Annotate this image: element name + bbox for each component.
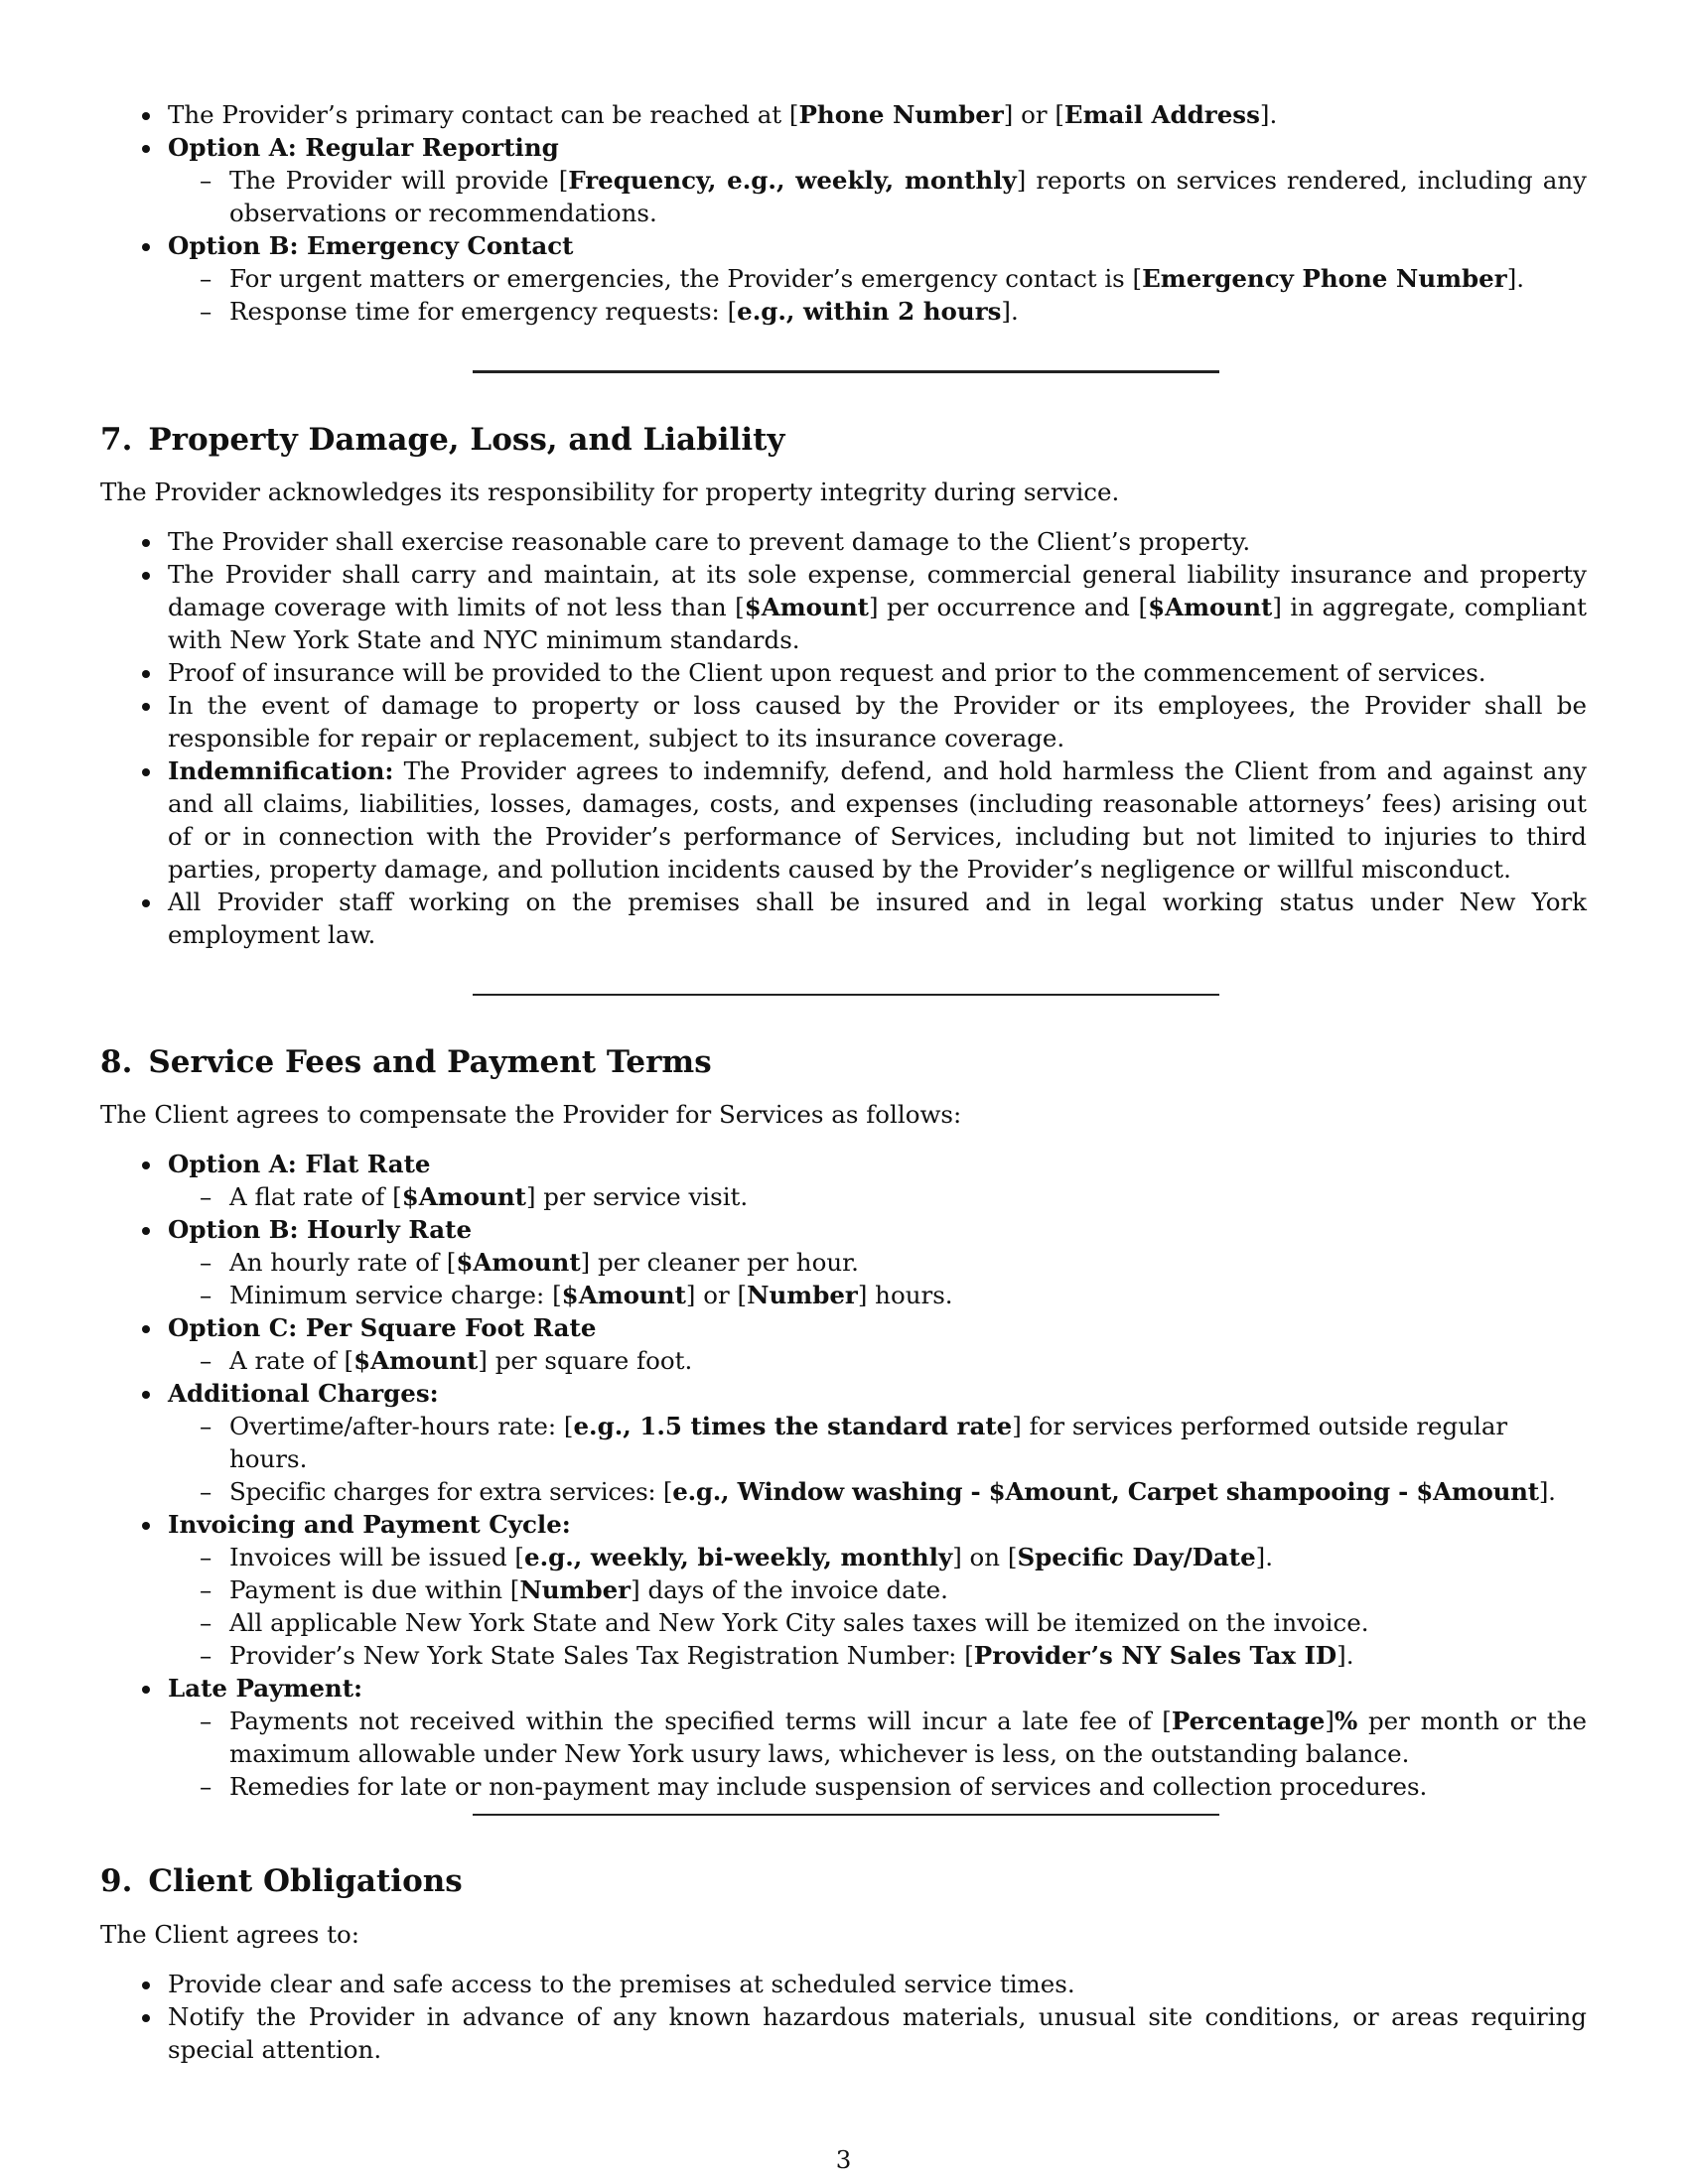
- dash-icon: –: [200, 166, 212, 195]
- section-intro: The Provider acknowledges its responsibility for property integrity during service.: [100, 478, 1120, 506]
- dash-icon: –: [200, 1281, 212, 1309]
- sub-list-item: – A flat rate of [$Amount] per service visit.: [200, 1182, 749, 1211]
- section-intro: The Client agrees to:: [100, 1920, 359, 1949]
- bullet-icon: [142, 1391, 150, 1399]
- bullet-icon: [142, 112, 150, 120]
- dash-icon: –: [200, 1412, 212, 1440]
- sub-list: [168, 1410, 1587, 1508]
- list-item: Provide clear and safe access to the premises at scheduled service times.: [100, 1968, 1587, 2000]
- contact-list: [100, 98, 1587, 328]
- sub-list: [168, 1541, 1587, 1672]
- list-item: Indemnification: The Provider agrees to indemnify, defend, and hold harmless the Client from and against any and all claims, liabilities, losses, damages, costs, and expenses (including reasonable attorneys’ fees) arising out of or in connection with the Provider’s performance of Services, including but not limited to injuries to third parties, property damage, and pollution incidents caused by the Provider’s negligence or willful misconduct.: [100, 754, 1587, 886]
- dash-icon: –: [200, 1772, 212, 1801]
- list-item: [100, 229, 1587, 328]
- list-item: Option A: Flat Rate – A flat rate of [$Amount] per service visit.: [100, 1148, 1587, 1213]
- section-heading: 7. Property Damage, Loss, and Liability: [100, 422, 785, 458]
- section9-body: [100, 1968, 1587, 2066]
- sub-list: [168, 1180, 1587, 1213]
- dash-icon: –: [200, 1706, 212, 1735]
- divider: [473, 1814, 1219, 1816]
- sub-list-item: – Specific charges for extra services: [e.g., Window washing - $Amount, Carpet shampooing - $Amount].: [200, 1477, 1556, 1506]
- bullet-icon: [142, 1325, 150, 1333]
- list-item: Option B: Hourly Rate – An hourly rate of [$Amount] per cleaner per hour. – Minimum service charge: [$Amount] or [Number] hours.: [100, 1213, 1587, 1311]
- bullet-icon: [142, 703, 150, 711]
- dash-icon: –: [200, 264, 212, 293]
- divider: [473, 370, 1219, 373]
- document-page: [100, 0, 1587, 2184]
- bullet-icon: [142, 1227, 150, 1235]
- list-item: Proof of insurance will be provided to the Client upon request and prior to the commencement of services.: [100, 656, 1587, 689]
- section7-body: [100, 525, 1587, 951]
- sub-list-item: – Minimum service charge: [$Amount] or [Number] hours.: [200, 1281, 953, 1309]
- list-item: The Provider shall exercise reasonable care to prevent damage to the Client’s property.: [100, 525, 1587, 558]
- dash-icon: –: [200, 1575, 212, 1604]
- bullet-icon: [142, 768, 150, 776]
- list-item: Late Payment: – Payments not received within the specified terms will incur a late fee of [Percentage]% per month or the maximum allowable under New York usury laws, whichever is less, on the outstanding balance. – Remedies for late or non-payment may include suspension of services and collection procedures.: [100, 1672, 1587, 1803]
- section-heading: 9. Client Obligations: [100, 1863, 463, 1899]
- bullet-icon: [142, 243, 150, 251]
- dash-icon: –: [200, 1608, 212, 1637]
- list-item: All Provider staff working on the premises shall be insured and in legal working status under New York employment law.: [100, 886, 1587, 951]
- list-item: The Provider’s primary contact can be reached at [Phone Number] or [Email Address].: [100, 98, 1587, 131]
- list-item: The Provider shall carry and maintain, at its sole expense, commercial general liability insurance and property damage coverage with limits of not less than [$Amount] per occurrence and [$Amount] in aggregate, compliant with New York State and NYC minimum standards.: [100, 558, 1587, 656]
- sub-list-item: – A rate of [$Amount] per square foot.: [200, 1346, 693, 1375]
- list-item: Notify the Provider in advance of any known hazardous materials, unusual site conditions, or areas requiring special attention.: [100, 2000, 1587, 2066]
- bullet-icon: [142, 670, 150, 678]
- sub-list-item: – Payment is due within [Number] days of the invoice date.: [200, 1575, 948, 1604]
- sub-list-item: – Provider’s New York State Sales Tax Registration Number: [Provider’s NY Sales Tax ID].: [200, 1641, 1354, 1670]
- dash-icon: –: [200, 1182, 212, 1211]
- list-item: Additional Charges: – Overtime/after-hours rate: [e.g., 1.5 times the standard rate] for services performed outside regular hours. – Specific charges for extra services: [e.g., Window washing - $Amount, Carpet shampooing - $Amount].: [100, 1377, 1587, 1508]
- dash-icon: –: [200, 1641, 212, 1670]
- list-item: Invoicing and Payment Cycle: – Invoices will be issued [e.g., weekly, bi-weekly, monthly] on [Specific Day/Date]. – Payment is due within [Number] days of the invoice date. – All applicable New York State and New York City sales taxes will be itemized on the invoice. – Provider’s New York State Sales Tax Registration Number: [Provider’s NY Sales Tax ID].: [100, 1508, 1587, 1672]
- sub-list-item: – For urgent matters or emergencies, the Provider’s emergency contact is [Emergency Phone Number].: [200, 264, 1525, 293]
- fees-list: [100, 1148, 1587, 1803]
- list-item: [100, 131, 1587, 229]
- option-label: Option B: Emergency Contact: [168, 231, 574, 260]
- list-item: Option C: Per Square Foot Rate – A rate of [$Amount] per square foot.: [100, 1311, 1587, 1377]
- section8-body: [100, 1148, 1587, 1803]
- bullet-icon: [142, 1686, 150, 1694]
- divider: [473, 994, 1219, 996]
- dash-icon: –: [200, 297, 212, 326]
- contact-section: [100, 98, 1587, 328]
- sub-list: [168, 164, 1587, 229]
- bullet-icon: [142, 145, 150, 153]
- sub-list-item: – All applicable New York State and New York City sales taxes will be itemized on the invoice.: [200, 1608, 1369, 1637]
- option-label: Option A: Regular Reporting: [168, 133, 559, 162]
- bullet-icon: [142, 1522, 150, 1530]
- sub-list: [168, 1705, 1587, 1803]
- sub-list-item: – Invoices will be issued [e.g., weekly, bi-weekly, monthly] on [Specific Day/Date].: [200, 1543, 1274, 1571]
- dash-icon: –: [200, 1248, 212, 1277]
- section-heading: 8. Service Fees and Payment Terms: [100, 1044, 712, 1080]
- sub-list: [168, 1246, 1587, 1311]
- sub-list-item: – Payments not received within the specified terms will incur a late fee of [Percentage]% per month or the maximum allowable under New York usury laws, whichever is less, on the outstanding balance.: [200, 1706, 1587, 1768]
- sub-list-item: – Remedies for late or non-payment may include suspension of services and collection procedures.: [200, 1772, 1428, 1801]
- liability-list: [100, 525, 1587, 951]
- bullet-icon: [142, 899, 150, 907]
- sub-list-item: – The Provider will provide [Frequency, e.g., weekly, monthly] reports on services rendered, including any observations or recommendations.: [200, 166, 1587, 227]
- sub-list-item: – Response time for emergency requests: [e.g., within 2 hours].: [200, 297, 1019, 326]
- bullet-icon: [142, 539, 150, 547]
- bullet-icon: [142, 2014, 150, 2022]
- bullet-icon: [142, 572, 150, 580]
- sub-list: [168, 1344, 1587, 1377]
- bullet-icon: [142, 1981, 150, 1989]
- section-intro: The Client agrees to compensate the Provider for Services as follows:: [100, 1100, 962, 1129]
- sub-list-item: – Overtime/after-hours rate: [e.g., 1.5 times the standard rate] for services performed outside regular hours.: [200, 1412, 1508, 1473]
- sub-list: [168, 262, 1587, 328]
- bullet-icon: [142, 1161, 150, 1169]
- sub-list-item: – An hourly rate of [$Amount] per cleaner per hour.: [200, 1248, 859, 1277]
- dash-icon: –: [200, 1543, 212, 1571]
- page-number: 3: [835, 2145, 852, 2174]
- dash-icon: –: [200, 1477, 211, 1506]
- obligations-list: [100, 1968, 1587, 2066]
- list-item: In the event of damage to property or loss caused by the Provider or its employees, the Provider shall be responsible for repair or replacement, subject to its insurance coverage.: [100, 689, 1587, 754]
- dash-icon: –: [200, 1346, 212, 1375]
